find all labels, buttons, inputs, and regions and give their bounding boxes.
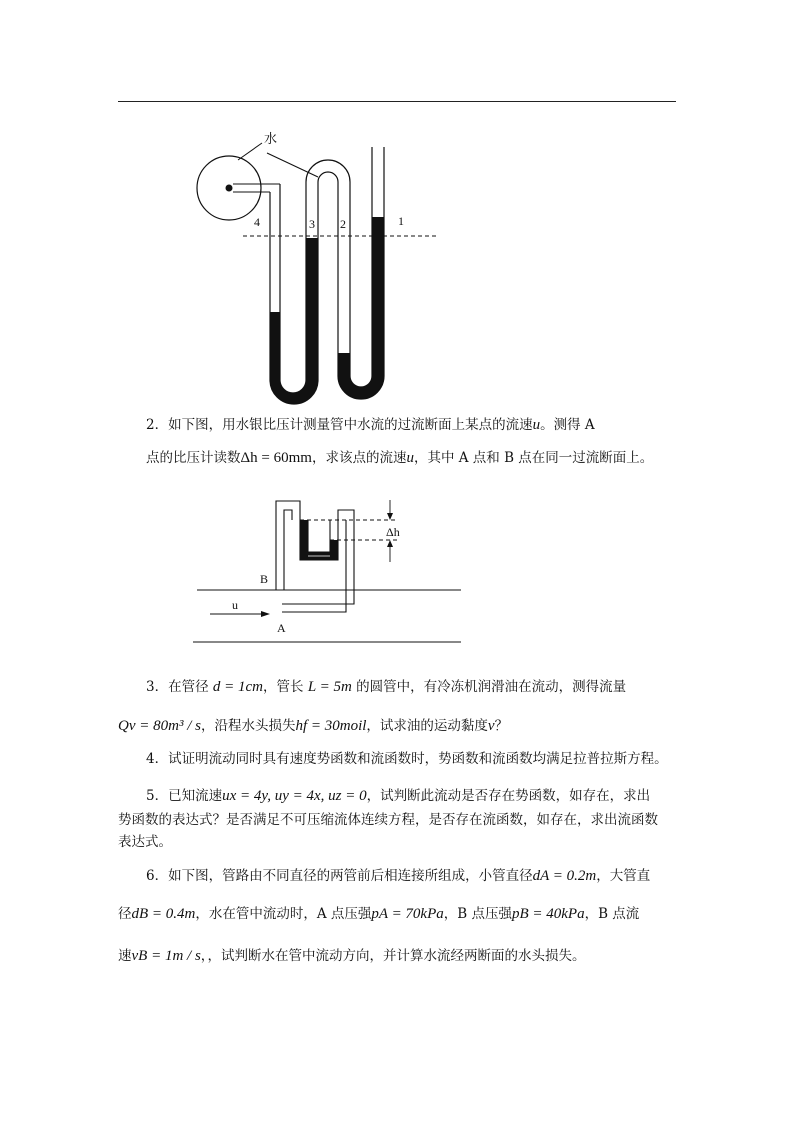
flow-arrow bbox=[261, 611, 270, 617]
tube-label-1: 1 bbox=[398, 214, 404, 228]
q3-line2: Qv = 80m³ / s，沿程水头损失hf = 30moil，试求油的运动黏度ν？ bbox=[118, 718, 509, 734]
q2-line2: 点的比压计读数Δh = 60mm，求该点的流速u，其中 A 点和 B 点在同一过流断面上。 bbox=[146, 450, 654, 466]
q5-line3: 表达式。 bbox=[118, 834, 172, 850]
tube-label-2: 2 bbox=[340, 217, 346, 231]
q3-line1: 3．在管径 d = 1cm，管长 L = 5m 的圆管中，有冷冻机润滑油在流动，测得流量 bbox=[146, 679, 627, 695]
tube-label-3: 3 bbox=[309, 217, 315, 231]
water-label: 水 bbox=[264, 132, 278, 147]
delta-h-label: Δh bbox=[386, 525, 400, 539]
velocity-label: u bbox=[232, 598, 238, 612]
q6-line2: 径dB = 0.4m，水在管中流动时，A 点压强pA = 70kPa，B 点压强pB = 40kPa，B 点流 bbox=[118, 906, 640, 922]
point-a-label: A bbox=[277, 621, 286, 635]
q2-line1: 2．如下图，用水银比压计测量管中水流的过流断面上某点的流速u。测得 A bbox=[146, 417, 595, 433]
q6-line1: 6．如下图，管路由不同直径的两管前后相连接所组成，小管直径dA = 0.2m，大管直 bbox=[146, 868, 651, 884]
q6-line3: 速vB = 1m / s，，试判断水在管中流动方向，并计算水流经两断面的水头损失。 bbox=[118, 948, 586, 964]
q5-line2: 势函数的表达式？是否满足不可压缩流体连续方程，是否存在流函数，如存在，求出流函数 bbox=[118, 812, 658, 828]
tube-label-4: 4 bbox=[254, 215, 260, 229]
point-b-label: B bbox=[260, 572, 269, 586]
q5-line1: 5．已知流速ux = 4y, uy = 4x, uz = 0，试判断此流动是否存在势函数，如存在，求出 bbox=[146, 788, 651, 804]
q4-text: 4．试证明流动同时具有速度势函数和流函数时，势函数和流函数均满足拉普拉斯方程。 bbox=[146, 751, 668, 767]
